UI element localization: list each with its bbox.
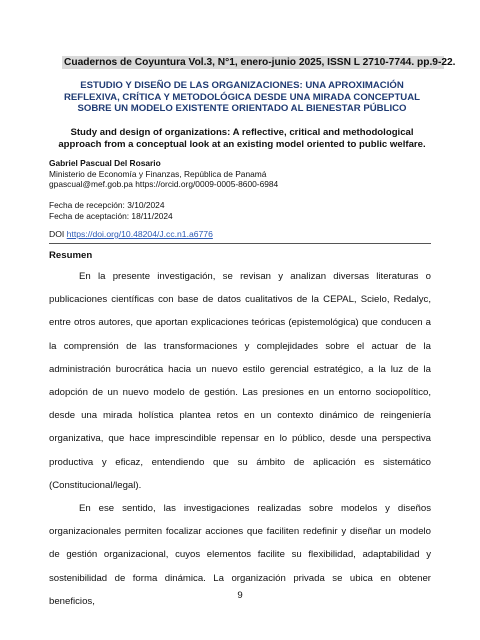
doi-link[interactable]: https://doi.org/10.48204/J.cc.n1.a6776 <box>66 229 213 239</box>
page-number: 9 <box>237 590 243 601</box>
abstract-heading: Resumen <box>49 250 93 261</box>
author-affiliation: Ministerio de Economía y Finanzas, República de Panamá <box>49 168 267 179</box>
author-block <box>49 158 449 190</box>
doi-line <box>49 229 449 240</box>
abstract-paragraph: En ese sentido, las investigaciones realizadas sobre modelos y diseños organizacionales permiten focalizar acciones que faciliten redefinir y diseñar un modelo de gestión organizacional, cuyos elementos facilite su flexibilidad, adaptabilidad y sostenibilidad de forma dinámica. La organización privada se ubica en obtener beneficios, <box>49 503 431 607</box>
accepted-date: Fecha de aceptación: 18/11/2024 <box>49 210 173 221</box>
author-name: Gabriel Pascual Del Rosario <box>49 158 161 168</box>
article-title-spanish: ESTUDIO Y DISEÑO DE LAS ORGANIZACIONES: UNA APROXIMACIÓN REFLEXIVA, CRÍTICA Y METODOLÓGICA DESDE UNA MIRADA CONCEPTUAL SOBRE UN MODELO EXISTENTE ORIENTADO AL BIENESTAR PÚBLICO <box>63 80 421 114</box>
journal-header: Cuadernos de Coyuntura Vol.3, N°1, enero-junio 2025, ISSN L 2710-7744. pp.9-22. <box>64 57 456 68</box>
dates-block <box>49 200 449 221</box>
abstract-body <box>49 265 431 613</box>
abstract-paragraph: En la presente investigación, se revisan y analizan diversas literaturas o publicaciones científicas con base de datos cualitativos de la CEPAL, Scielo, Redalyc, entre otros autores, que aportan explicaciones teóricas (epistemológica) que conducen a la comprensión de las transformaciones y complejidades sobre el actuar de la administración burocrática hacia un nuevo estilo gerencial estratégico, a la luz de la adopción de un nuevo modelo de gestión. Las presiones en un entorno sociopolítico, desde una mirada holística plantea retos en un contexto dinámico de reingeniería organizativa, que hace imprescindible repensar en lo público, desde una perspectiva productiva y eficaz, entendiendo que su ámbito de aplicación es sistemático (Constitucional/legal). <box>49 271 431 491</box>
author-contact: gpascual@mef.gob.pa https://orcid.org/0009-0005-8600-6984 <box>49 179 279 189</box>
received-date: Fecha de recepción: 3/10/2024 <box>49 200 165 210</box>
divider <box>49 243 431 244</box>
article-title-english: Study and design of organizations: A reflective, critical and methodological approach from a conceptual look at an existing model oriented to public welfare. <box>58 127 426 150</box>
doi-label: DOI <box>49 229 65 239</box>
